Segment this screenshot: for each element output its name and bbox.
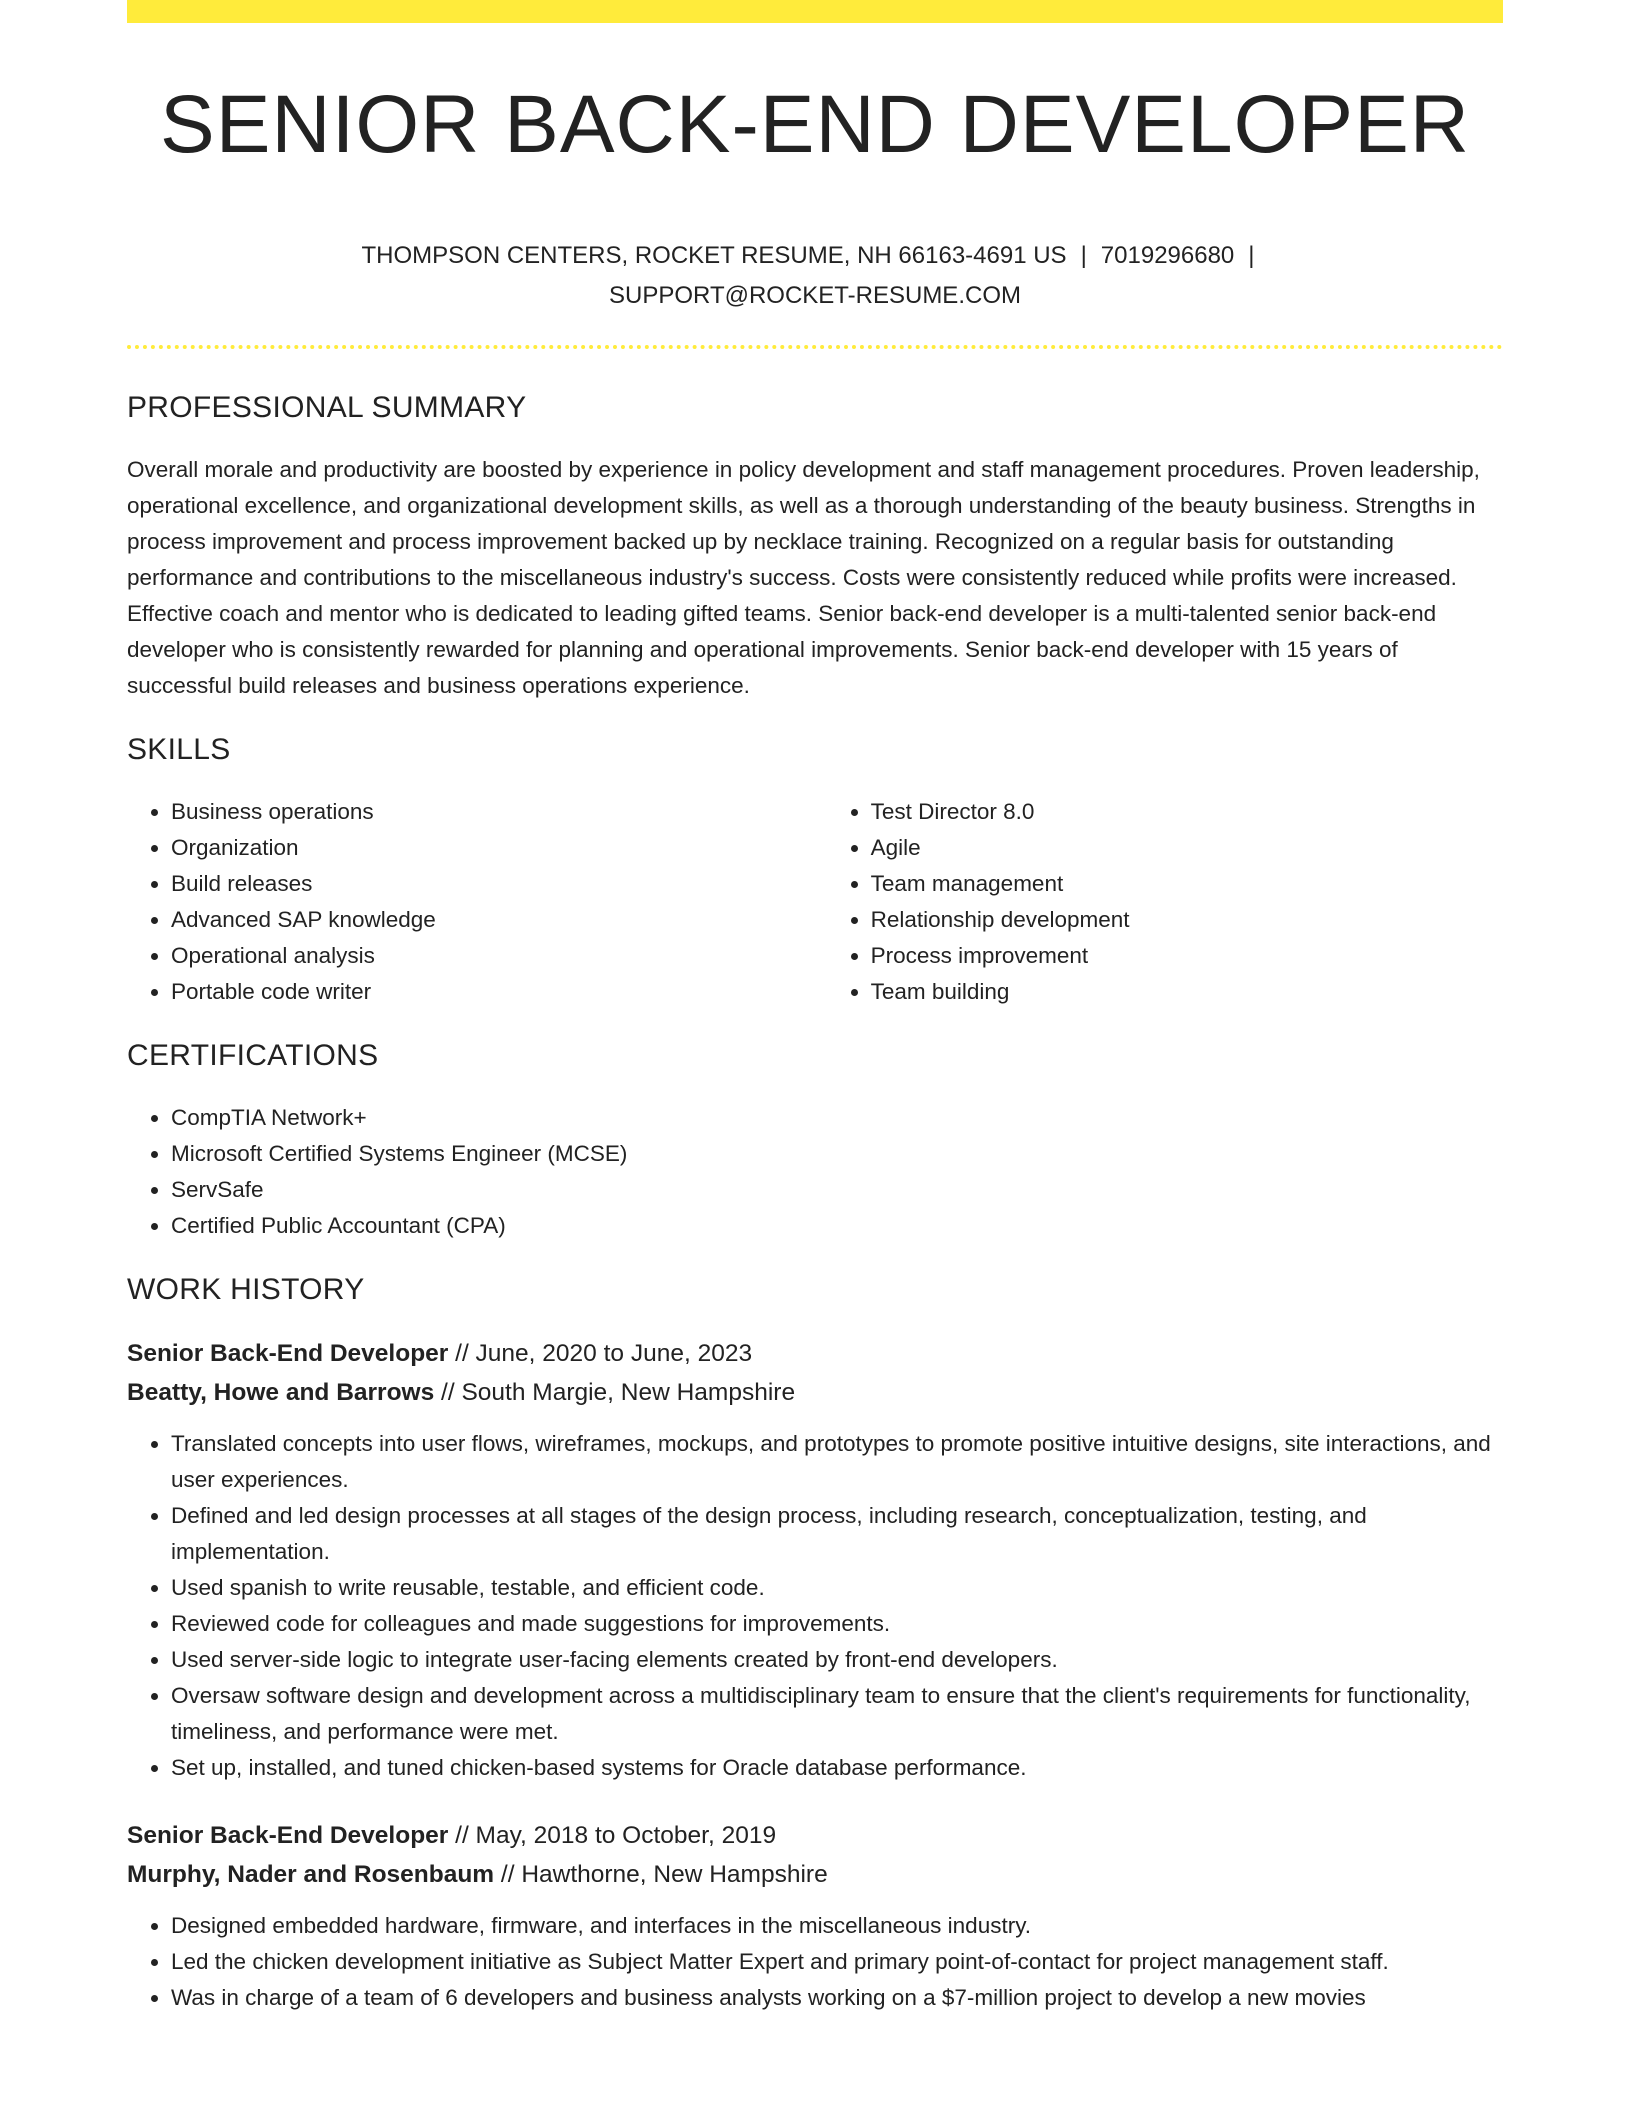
contact-email: SUPPORT@ROCKET-RESUME.COM <box>609 282 1021 309</box>
summary-text: Overall morale and productivity are boosted by experience in policy development and staff management procedures. Proven leadership, operational excellence, and organizational development skills, as well as a thorough understanding of the beauty business. Strengths in process improvement and process improvement backed up by necklace training. Recognized on a regular basis for outstanding performance and contributions to the miscellaneous industry's success. Costs were consistently reduced while profits were increased. Effective coach and mentor who is dedicated to leading gifted teams. Senior back-end developer is a multi-talented senior back-end developer who is consistently rewarded for planning and operational improvements. Senior back-end developer with 15 years of successful build releases and business operations experience. <box>127 457 1480 698</box>
certification-item: • CompTIA Network+ <box>171 1100 1503 1136</box>
skill-item: • Test Director 8.0 <box>871 794 1503 830</box>
job-bullet: • Translated concepts into user flows, wireframes, mockups, and prototypes to promote positive intuitive designs, site interactions, and user experiences. <box>171 1426 1503 1498</box>
skill-item: • Relationship development <box>871 902 1503 938</box>
accent-top-bar <box>127 0 1503 23</box>
certification-item: • Microsoft Certified Systems Engineer (MCSE) <box>171 1136 1503 1172</box>
job-bullets <box>127 1908 1503 2016</box>
job-bullets <box>127 1426 1503 1786</box>
job-bullet: • Reviewed code for colleagues and made suggestions for improvements. <box>171 1606 1503 1642</box>
summary-heading: PROFESSIONAL SUMMARY <box>127 391 527 424</box>
contact-separator: | <box>1248 242 1255 269</box>
job-company: Murphy, Nader and Rosenbaum <box>127 1861 495 1888</box>
contact-address: THOMPSON CENTERS, ROCKET RESUME, NH 66163-4691 US <box>361 242 1067 269</box>
contact-separator: | <box>1080 242 1087 269</box>
job-title: Senior Back-End Developer <box>127 1340 449 1367</box>
certification-item: • Certified Public Accountant (CPA) <box>171 1208 1503 1244</box>
job-location: // South Margie, New Hampshire <box>434 1379 796 1406</box>
job-dates: // May, 2018 to October, 2019 <box>448 1822 777 1849</box>
certifications-section <box>127 1038 1503 1244</box>
summary-section <box>127 390 1503 704</box>
job-entry <box>127 1816 1503 2016</box>
skill-item: • Organization <box>171 830 827 866</box>
skills-columns <box>127 794 1503 1010</box>
job-company-line <box>127 1373 1503 1412</box>
certifications-heading: CERTIFICATIONS <box>127 1039 379 1072</box>
skill-item: • Advanced SAP knowledge <box>171 902 827 938</box>
dotted-divider <box>127 345 1503 349</box>
certification-item: • ServSafe <box>171 1172 1503 1208</box>
skill-item: • Business operations <box>171 794 827 830</box>
job-bullet: • Designed embedded hardware, firmware, and interfaces in the miscellaneous industry. <box>171 1908 1503 1944</box>
skill-item: • Build releases <box>171 866 827 902</box>
skill-item: • Team building <box>871 974 1503 1010</box>
work-history-heading: WORK HISTORY <box>127 1273 365 1306</box>
job-entry <box>127 1334 1503 1786</box>
job-bullet: • Was in charge of a team of 6 developers and business analysts working on a $7-million project to develop a new movies <box>171 1980 1503 2016</box>
skills-heading: SKILLS <box>127 733 231 766</box>
job-bullet: • Defined and led design processes at all stages of the design process, including research, conceptualization, testing, and implementation. <box>171 1498 1503 1570</box>
job-dates: // June, 2020 to June, 2023 <box>448 1340 753 1367</box>
skill-item: • Portable code writer <box>171 974 827 1010</box>
contact-phone: 7019296680 <box>1100 242 1235 269</box>
resume-page <box>127 0 1503 2112</box>
contact-info <box>127 236 1503 316</box>
job-title-line <box>127 1816 1503 1855</box>
skills-list-left <box>127 794 827 1010</box>
job-location: // Hawthorne, New Hampshire <box>494 1861 828 1888</box>
job-bullet: • Set up, installed, and tuned chicken-based systems for Oracle database performance. <box>171 1750 1503 1786</box>
work-history-section <box>127 1272 1503 2016</box>
skills-list-right <box>827 794 1503 1010</box>
job-title: Senior Back-End Developer <box>127 1822 449 1849</box>
skill-item: • Process improvement <box>871 938 1503 974</box>
job-company-line <box>127 1855 1503 1894</box>
job-company: Beatty, Howe and Barrows <box>127 1379 435 1406</box>
skills-section <box>127 732 1503 1010</box>
skill-item: • Team management <box>871 866 1503 902</box>
job-title-line <box>127 1334 1503 1373</box>
resume-title: SENIOR BACK-END DEVELOPER <box>160 79 1470 170</box>
resume-content <box>127 390 1503 2046</box>
job-bullet: • Led the chicken development initiative as Subject Matter Expert and primary point-of-contact for project management staff. <box>171 1944 1503 1980</box>
skill-item: • Operational analysis <box>171 938 827 974</box>
job-bullet: • Used server-side logic to integrate user-facing elements created by front-end developers. <box>171 1642 1503 1678</box>
job-bullet: • Used spanish to write reusable, testable, and efficient code. <box>171 1570 1503 1606</box>
skill-item: • Agile <box>871 830 1503 866</box>
certifications-list <box>127 1100 1503 1244</box>
job-bullet: • Oversaw software design and development across a multidisciplinary team to ensure that the client's requirements for functionality, timeliness, and performance were met. <box>171 1678 1503 1750</box>
